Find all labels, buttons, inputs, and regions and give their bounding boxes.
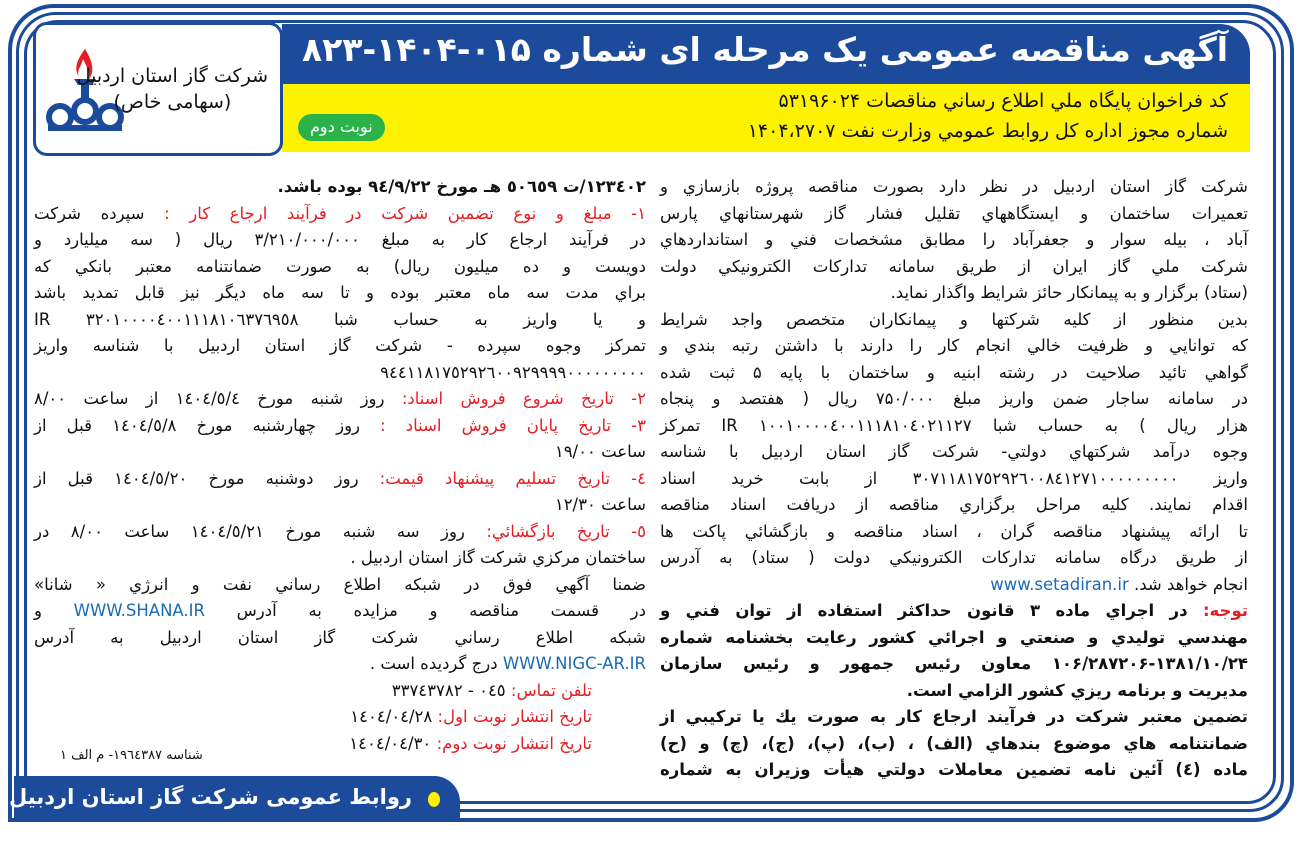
text-segment: واريز ٣٠٧١١٨١٧٥٢٩٢٦٠٠٨٤١٢٧١٠٠٠٠٠٠٠٠٠ از بابت خريد اسناد	[660, 468, 1248, 488]
text-line	[660, 227, 1248, 254]
call-code-line: کد فراخوان پایگاه ملي اطلاع رساني مناقصات ۵۳۱۹۶۰۲۴	[778, 90, 1228, 112]
text-line	[34, 492, 646, 519]
text-segment: روز سه شنبه مورخ ١٤٠٤/٥/٢١ ساعت ٨/٠٠ در	[34, 521, 487, 541]
text-heading: توجه:	[1202, 601, 1248, 620]
text-segment: اقدام نمايند. كليه مراحل برگزاري مناقصه از دريافت اسناد مناقصه	[660, 495, 1248, 514]
text-segment: روز دوشنبه مورخ ١٤٠٤/٥/٢٠ قبل از	[34, 468, 380, 488]
text-heading: تاريخ انتشار نوبت دوم:	[436, 733, 592, 753]
text-line	[660, 651, 1248, 678]
text-segment: هزار ريال ) به حساب شبا ١٠٠١٠٠٠٠٤٠٠١١١٨١٠٤٠٢١١٢٧ IR تمركز	[660, 415, 1248, 435]
text-segment: روز شنبه مورخ ١٤٠٤/٥/٤ از ساعت ٨/٠٠	[34, 389, 402, 408]
text-segment: ۱۰۶/۲۸۷۲۰۶-۱۳۸۱/۱۰/۲۴ معاون رئيس جمهور و رئيس سازمان	[660, 654, 1248, 673]
text-heading: تاريخ انتشار نوبت اول:	[437, 707, 592, 726]
text-segment: تعميرات ساختمان و ايستگاههاي تقليل فشار گاز شهرستانهاي پارس	[660, 203, 1248, 223]
text-segment: ساختمان مركزي شركت گاز استان اردبيل .	[350, 548, 646, 567]
text-line	[34, 545, 646, 572]
company-name-line1: شرکت گاز استان اردبیل	[76, 65, 268, 87]
ad-title: آگهی مناقصه عمومی یک مرحله ای شماره ۰۱۵-۱۴۰۴-۸۲۳	[302, 30, 1228, 69]
text-line	[660, 519, 1248, 546]
info-band	[282, 84, 1250, 152]
text-segment: و يا واريز به حساب شبا ٣٢٠١٠٠٠٠٤٠٠١١١٨١٠٦٣٧٦٩٥٨ IR	[34, 309, 646, 329]
text-line	[660, 360, 1248, 387]
company-logo-box	[33, 22, 283, 156]
text-segment: براي مدت سه ماه معتبر بوده و تا سه ماه ديگر نيز قابل تمديد باشد	[34, 283, 646, 302]
text-segment: ١٢٣٤٠٢/ت ٥٠٦٥٩ هـ مورخ ٩٤/٩/٢٢ بوده باشد.	[277, 177, 646, 196]
text-line	[660, 598, 1248, 625]
text-line	[34, 413, 646, 440]
text-segment: در فرآيند ارجاع كار به مبلغ ٣/٢١٠/٠٠٠/٠٠٠ ريال ( سه ميليارد و	[34, 230, 646, 249]
text-segment: (ستاد) برگزار و به پيمانكار حائز شرايط واگذار نمايد.	[890, 283, 1248, 302]
footer-band	[9, 776, 460, 822]
text-segment: دويست و ده ميليون ريال) به صورت ضمانتنامه معتبر بانكي كه	[34, 256, 646, 276]
text-segment: در اجراي ماده ۳ قانون حداكثر استفاده از توان فني و	[660, 601, 1203, 620]
text-heading: ٤- تاريخ تسليم پيشنهاد قيمت:	[379, 468, 646, 488]
text-line	[660, 492, 1248, 519]
text-segment: و	[34, 601, 74, 620]
company-name-line2: (سهامی خاص)	[113, 91, 232, 113]
text-line	[660, 731, 1248, 758]
text-line	[660, 174, 1248, 201]
ad-identifier: شناسه ١٩٦٤٣٨٧- م الف ١	[60, 748, 203, 763]
text-segment: مديريت و برنامه ريزي كشور الزامي است.	[906, 680, 1248, 700]
text-line	[34, 651, 646, 678]
text-line	[660, 254, 1248, 281]
footer-label: روابط عمومی شرکت گاز استان اردبیل	[9, 785, 412, 809]
text-segment: ١٤٠٤/٠٤/٣٠	[349, 733, 437, 753]
text-segment: در قسمت مناقصه و مزايده به آدرس	[205, 601, 646, 620]
text-line	[34, 519, 646, 546]
text-segment: روز چهارشنبه مورخ ١٤٠٤/٥/٨ قبل از	[34, 415, 381, 435]
website-link[interactable]: WWW.NIGC-AR.IR	[502, 654, 646, 673]
text-segment: تضمين معتبر شركت در فرآيند ارجاع كار به صورت يك يا تركيبي از	[660, 707, 1248, 726]
text-segment: كه توانايي و ظرفيت خالي انجام كار را دارند با داشتن رتبه بندي و	[660, 336, 1248, 355]
text-segment: ١٤٠٤/٠٤/٢٨	[350, 707, 438, 726]
text-line	[34, 439, 646, 466]
text-segment: ماده (٤) آئين نامه تضمين معاملات دولتي هيأت وزيران به شماره	[660, 760, 1248, 779]
text-segment: ٩٤٤١١٨١٧٥٢٩٢٦٠٠٩٢٩٩٩٩٠٠٠٠٠٠٠٠٠	[380, 362, 646, 382]
text-segment: انجام خواهد شد.	[1128, 574, 1248, 594]
text-line	[660, 201, 1248, 228]
text-line	[660, 280, 1248, 307]
publication-round-badge: نوبت دوم	[298, 114, 385, 141]
bullet-dot-icon	[428, 792, 440, 807]
text-segment: ضمانتنامه هاي موضوع بندهاي (الف) ، (ب)، (پ)، (ج)، (چ) و (ح)	[660, 733, 1248, 753]
text-heading: ٥- تاريخ بازگشائي:	[486, 521, 647, 541]
text-segment: ساعت ١٩/٠٠	[554, 442, 646, 461]
text-heading: ٣- تاريخ پايان فروش اسناد :	[380, 415, 646, 435]
text-segment: در سامانه ساجار ضمن واريز مبلغ ۷۵۰/۰۰۰ ريال ( هفتصد و پنجاه	[660, 389, 1248, 408]
text-line	[34, 386, 646, 413]
text-line	[660, 704, 1248, 731]
text-segment: درج گرديده است .	[369, 654, 503, 673]
text-heading: ٢- تاريخ شروع فروش اسناد:	[401, 389, 646, 408]
text-line	[660, 413, 1248, 440]
text-line	[660, 572, 1248, 599]
text-line	[34, 333, 646, 360]
company-name	[77, 63, 268, 115]
right-column-text	[660, 174, 1248, 784]
text-segment: گواهي تائيد صلاحيت در رشته ابنيه و ساختمان با پايه ۵ ثبت شده	[660, 362, 1248, 382]
text-line	[660, 386, 1248, 413]
text-line	[34, 254, 646, 281]
text-line	[34, 307, 646, 334]
text-segment: بدين منظور از كليه شركتها و پيمانكاران متخصص واجد شرايط	[660, 309, 1248, 329]
text-line	[660, 307, 1248, 334]
text-line	[34, 227, 646, 254]
website-link[interactable]: www.setadiran.ir	[990, 574, 1129, 594]
text-line	[34, 280, 646, 307]
text-segment: ٠٤٥ - ٣٣٧٤٣٧٨٢	[391, 680, 511, 700]
text-segment: تا ارائه پيشنهاد مناقصه گران ، اسناد مناقصه و بازگشائي پاكت ها	[660, 521, 1248, 541]
text-segment: تمركز وجوه سپرده - شركت گاز استان اردبيل با شناسه واريز	[34, 336, 646, 355]
text-line	[660, 439, 1248, 466]
text-line	[660, 466, 1248, 493]
text-segment: ضمنا آگهي فوق در شبكه اطلاع رساني نفت و انرژي « شانا»	[34, 574, 646, 594]
text-line	[660, 545, 1248, 572]
website-link[interactable]: WWW.SHANA.IR	[73, 601, 206, 620]
text-segment: شركت ملي گاز ايران از طريق سامانه تداركات الكترونيكي دولت	[660, 256, 1248, 276]
text-heading: ١- مبلغ و نوع تضمين شركت در فرآيند ارجاع كار :	[164, 203, 646, 223]
text-line	[34, 704, 646, 731]
text-heading: تلفن تماس:	[510, 680, 592, 700]
text-segment: از طريق درگاه سامانه تداركات الكترونيكي دولت ( ستاد) به آدرس	[660, 548, 1248, 567]
text-line	[34, 174, 646, 201]
text-segment: آباد ، بيله سوار و جعفرآباد را مطابق مشخصات فني و استانداردهاي	[660, 230, 1248, 249]
text-line	[34, 201, 646, 228]
text-line	[660, 757, 1248, 784]
text-segment: مهندسي توليدي و صنعتي و اجرائي كشور رعايت بخشنامه شماره	[660, 627, 1248, 647]
license-line: شماره مجوز اداره کل روابط عمومي وزارت نفت ۱۴۰۴،۲۷۰۷	[747, 120, 1228, 142]
text-line	[34, 625, 646, 652]
text-segment: سپرده شركت	[34, 203, 165, 223]
text-line	[34, 598, 646, 625]
title-band	[282, 24, 1250, 84]
text-segment: شبكه اطلاع رساني شركت گاز استان اردبيل به آدرس	[34, 627, 646, 647]
text-line	[660, 678, 1248, 705]
left-column-text	[34, 174, 646, 757]
text-line	[34, 678, 646, 705]
text-line	[660, 625, 1248, 652]
text-line	[34, 466, 646, 493]
text-segment: ساعت ١٢/٣٠	[554, 495, 646, 514]
text-line	[660, 333, 1248, 360]
text-segment: وجوه درآمد شركتهاي دولتي- شركت گاز استان اردبيل با شناسه	[660, 442, 1248, 461]
text-line	[34, 572, 646, 599]
text-segment: شركت گاز استان اردبيل در نظر دارد بصورت مناقصه پروژه بازسازي و	[660, 177, 1248, 196]
text-line	[34, 360, 646, 387]
